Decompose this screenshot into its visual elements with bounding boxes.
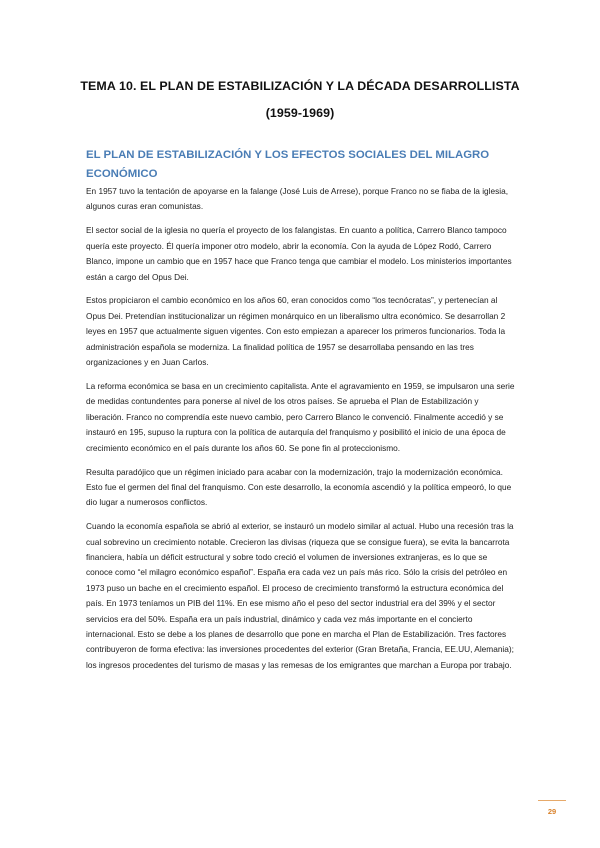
- paragraph: En 1957 tuvo la tentación de apoyarse en la falange (José Luis de Arrese), porque Franco no se fiaba de la iglesia, algunos curas eran comunistas.: [86, 186, 509, 212]
- page-number: 29: [547, 807, 557, 816]
- paragraph: El sector social de la iglesia no quería el proyecto de los falangistas. En cuanto a política, Carrero Blanco tampoco quería este proyecto. Él quería imponer otro modelo, abrir la economía. Con la ayuda de López Rodó, Carrero Blanco, impone un cambio que en 1957 hace que Franco tenga que cambiar el modelo. Los ministerios importantes están a cargo del Opus Dei.: [86, 225, 512, 282]
- page-footer: [538, 800, 568, 816]
- paragraph: Cuando la economía española se abrió al exterior, se instauró un modelo similar al actual. Hubo una recesión tras la cual sobrevino un crecimiento notable. Crecieron las divisas (riqueza que se consigue fuera), se evita la bancarrota financiera, había un déficit estructural y sobre todo creció el volumen de inversiones extranjeras, es lo que se conoce como “el milagro económico español”. España era cada vez un país más rico. Sólo la crisis del petróleo en 1973 puso un bache en el crecimiento español. El proceso de crecimiento transformó la estructura económica del país. En 1973 teníamos un PIB del 11%. En ese mismo año el peso del sector industrial era del 39% y el sector servicios era del 50%. España era un país industrial, dinámico y cada vez más importante en el concierto internacional. Esto se debe a los planes de desarrollo que pone en marcha el Plan de Estabilización. Tres factores contribuyeron de forma efectiva: las inversiones procedentes del exterior (Gran Bretaña, Francia, EE.UU, Alemania); los ingresos procedentes del turismo de masas y las remesas de los emigrantes que marchan a Europa por trabajo.: [86, 521, 514, 670]
- document-title: TEMA 10. EL PLAN DE ESTABILIZACIÓN Y LA DÉCADA DESARROLLISTA: [80, 79, 520, 93]
- paragraph: Resulta paradójico que un régimen iniciado para acabar con la modernización, trajo la modernización económica. Esto fue el germen del final del franquismo. Con este desarrollo, la economía ascendió y la política empeoró, lo que dio lugar a numerosos conflictos.: [86, 466, 512, 508]
- page-number-rule: [538, 800, 566, 801]
- paragraph: Estos propiciaron el cambio económico en los años 60, eran conocidos como “los tecnócratas”, y pertenecían al Opus Dei. Pretendían institucionalizar un régimen monárquico en un liberalismo ultra económico. Se desarrollan 2 leyes en 1957 que actualmente siguen vigentes. Con esto empiezan a aparecer los primeros funcionarios. Toda la administración española se moderniza. La finalidad política de 1957 se desarrollaba pensando en las tres organizaciones y en Juan Carlos.: [86, 295, 506, 368]
- section-heading: EL PLAN DE ESTABILIZACIÓN Y LOS EFECTOS SOCIALES DEL MILAGRO ECONÓMICO: [86, 149, 490, 180]
- paragraph: La reforma económica se basa en un crecimiento capitalista. Ante el agravamiento en 1959, se impulsaron una serie de medidas contundentes para ponerse al nivel de los otros países. Se aprueba el Plan de Estabilización y liberación. Franco no comprendía este nuevo cambio, pero Carrero Blanco le convenció. Finalmente accedió y se instauró en 195, supuso la ruptura con la política de autarquía del franquismo y posibilitó el inicio de una época de crecimiento económico en el país durante los años 60. Se pone fin al proteccionismo.: [86, 380, 515, 453]
- document-title-years: (1959-1969): [265, 106, 335, 120]
- body-text: [86, 184, 516, 682]
